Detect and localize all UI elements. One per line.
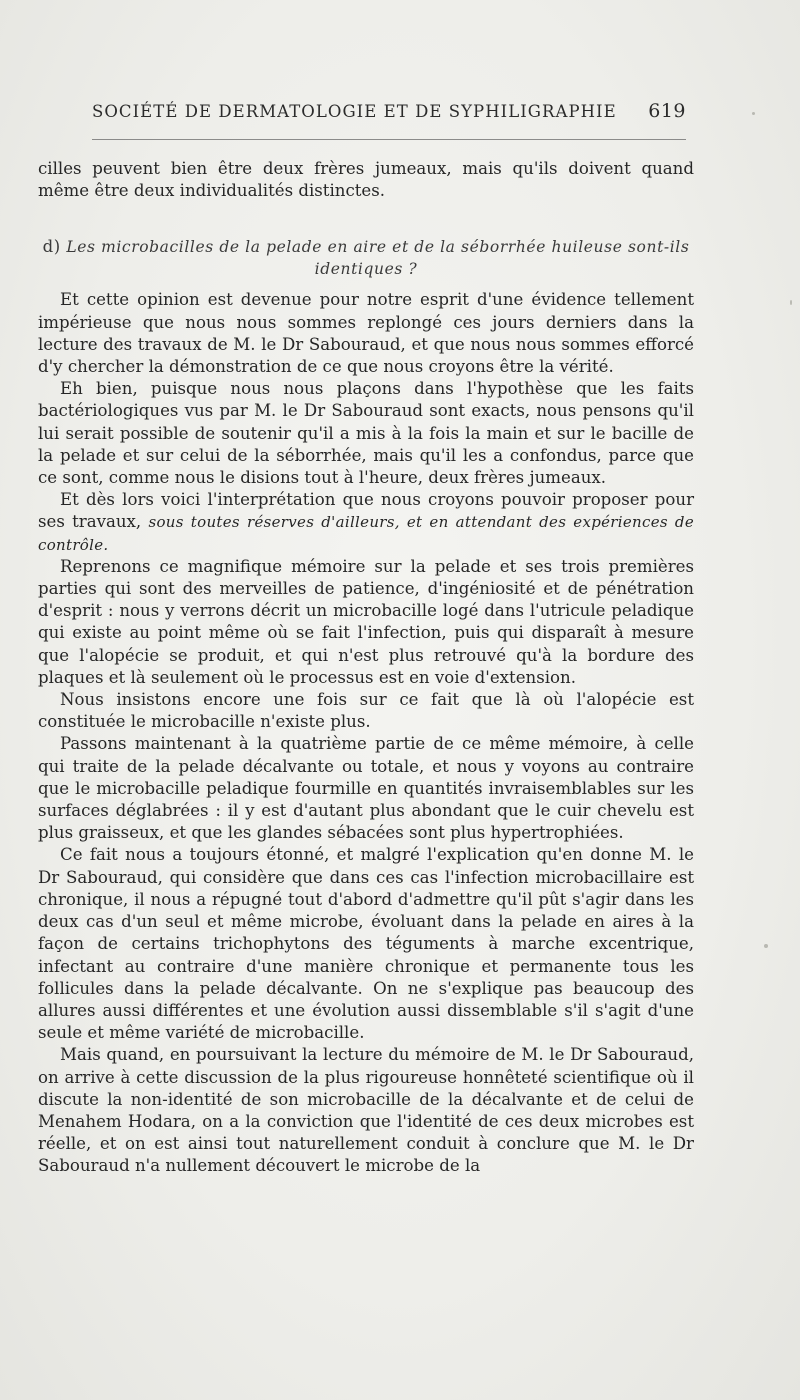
paper-speck	[790, 300, 792, 305]
paragraph: Passons maintenant à la quatrième partie de ce même mémoire, à celle qui traite de la pelade décalvante ou totale, et nous y voyons au contraire que le microbacille peladique fourmille en quantités invraisemblables sur les surfaces déglabrées : il y est d'autant plus abondant que le cuir chevelu est plus graisseux, et que les glandes sébacées sont plus hypertrophiées.	[38, 734, 694, 843]
paragraph: Nous insistons encore une fois sur ce fait que là où l'alopécie est constituée le microbacille n'existe plus.	[38, 690, 694, 732]
running-head	[92, 102, 686, 128]
header-rule	[92, 139, 686, 140]
paper-speck	[764, 944, 768, 948]
paragraph: Mais quand, en poursuivant la lecture du mémoire de M. le Dr Sabouraud, on arrive à cette discussion de la plus rigoureuse honnêteté scientifique où il discute la non-identité de son microbacille de la décalvante et de celui de Menahem Hodara, on a la conviction que l'identité de ces deux microbes est réelle, et on est ainsi tout naturellement conduit à conclure que M. le Dr Sabouraud n'a nullement découvert le microbe de la	[38, 1045, 694, 1176]
paragraph: Eh bien, puisque nous nous plaçons dans l'hypothèse que les faits bactériologiques vus par M. le Dr Sabouraud sont exacts, nous pensons qu'il lui serait possible de soutenir qu'il a mis à la fois la main et sur le bacille de la pelade et sur celui de la séborrhée, mais qu'il les a confondus, parce que ce sont, comme nous le disions tout à l'heure, deux frères jumeaux.	[38, 379, 694, 488]
page-number: 619	[648, 100, 686, 122]
body-text	[38, 158, 694, 1178]
paragraph-text: Et dès lors voici l'interprétation que nous croyons pouvoir proposer pour ses travaux,	[38, 490, 694, 532]
paragraph: Ce fait nous a toujours étonné, et malgré l'explication qu'en donne M. le Dr Sabouraud, qui considère que dans ces cas l'infection microbacillaire est chronique, il nous a répugné tout d'abord d'admettre qu'il pût s'agir dans les deux cas d'un seul et même microbe, évoluant dans la pelade en aires à la façon de certains trichophytons des téguments à marche excentrique, infectant au contraire d'une manière chronique et permanente tous les follicules dans la pelade décalvante. On ne s'explique pas beaucoup des allures aussi différentes et une évolution aussi dissemblable s'il s'agit d'une seule et même variété de microbacille.	[38, 845, 694, 1043]
section-letter: d)	[42, 237, 61, 257]
paragraph: Et cette opinion est devenue pour notre esprit d'une évidence tellement impérieuse que nous nous sommes replongé ces jours derniers dans la lecture des travaux de M. le Dr Sabouraud, et que nous nous sommes efforcé d'y chercher la démonstration de ce que nous croyons être la vérité.	[38, 290, 694, 377]
running-title: SOCIÉTÉ DE DERMATOLOGIE ET DE SYPHILIGRAPHIE	[92, 102, 617, 121]
section-heading	[38, 236, 694, 280]
italic-phrase: sous toutes réserves d'ailleurs, et en attendant des expériences de contrôle.	[38, 513, 695, 554]
paragraph	[38, 489, 694, 556]
paragraph: Reprenons ce magnifique mémoire sur la pelade et ses trois premières parties qui sont des merveilles de patience, d'ingéniosité et de pénétration d'esprit : nous y verrons décrit un microbacille logé dans l'utricule peladique qui existe au point même où se fait l'infection, puis qui disparaît à mesure que l'alopécie se produit, et qui n'est plus retrouvé qu'à la bordure des plaques et là seulement où le processus est en voie d'extension.	[38, 556, 694, 687]
paragraph-continuation: cilles peuvent bien être deux frères jumeaux, mais qu'ils doivent quand même être deux individualités distinctes.	[38, 159, 694, 201]
paper-speck	[752, 112, 755, 115]
section-heading-text: Les microbacilles de la pelade en aire et de la séborrhée huileuse sont-ils identiques ?	[66, 238, 690, 279]
